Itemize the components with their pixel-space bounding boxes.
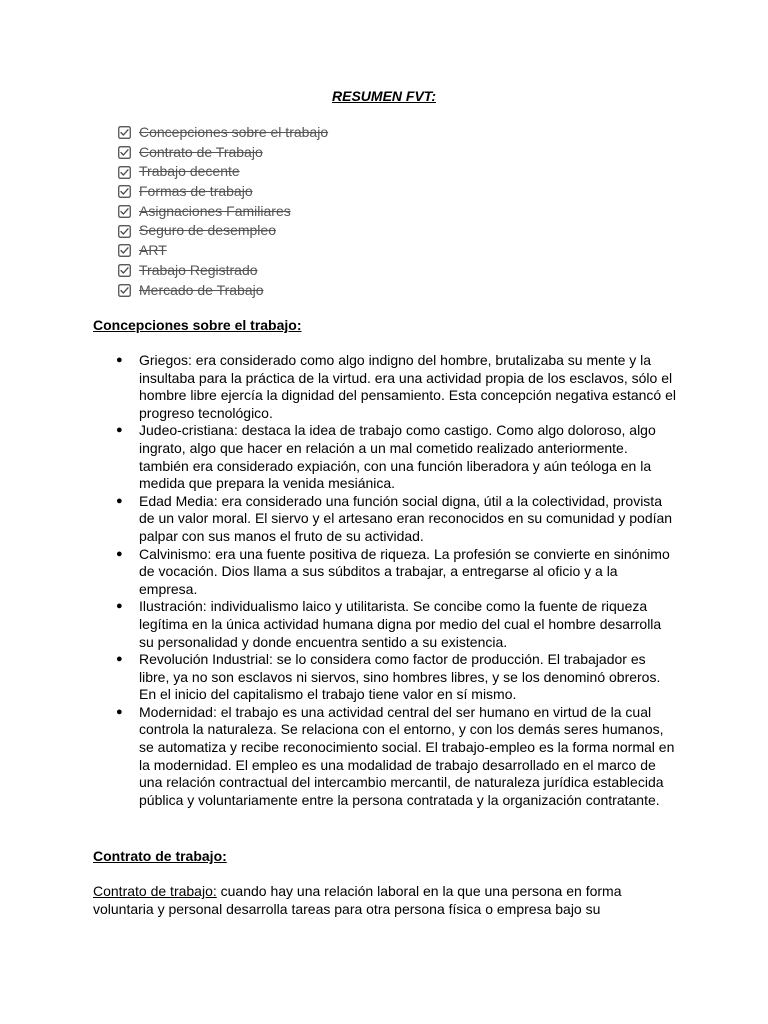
checked-checkbox-icon[interactable] <box>118 225 131 238</box>
checked-checkbox-icon[interactable] <box>118 146 131 159</box>
checklist-item-label: Mercado de Trabajo <box>139 281 264 298</box>
bullet-icon: ● <box>116 424 123 437</box>
section-heading-concepciones: Concepciones sobre el trabajo: <box>93 317 302 333</box>
checked-checkbox-icon[interactable] <box>118 166 131 179</box>
checklist-item-label: Asignaciones Familiares <box>139 202 291 219</box>
bullet-item <box>116 492 679 546</box>
bullet-text: Ilustración: individualismo laico y utilitarista. Se concibe como la fuente de riqueza legítima en la única actividad humana digna por medio del cual el hombre desarrolla su personalidad y donde encuentra sentido a su existencia. <box>139 598 662 650</box>
bullet-item <box>116 545 679 599</box>
bullet-icon: ● <box>116 705 123 718</box>
bullet-item <box>116 598 679 651</box>
checked-checkbox-icon[interactable] <box>118 264 131 277</box>
bullet-icon: ● <box>116 653 123 666</box>
checked-checkbox-icon[interactable] <box>118 126 131 139</box>
bullet-text: Revolución Industrial: se lo considera como factor de producción. El trabajador es libre, ya no son esclavos ni siervos, sino hombres libres, y se los denominó obreros. En el inicio del capitalismo el trabajo tiene valor en sí mismo. <box>139 651 661 703</box>
concepciones-bullet-list <box>116 352 679 809</box>
checklist-item <box>118 182 328 202</box>
bullet-item <box>116 703 679 810</box>
checklist-item-label: ART <box>139 242 167 259</box>
checklist-item <box>118 241 328 261</box>
checklist-item-label: Trabajo Registrado <box>139 261 258 278</box>
bullet-item <box>116 422 679 492</box>
checklist-item-label: Seguro de desempleo <box>139 222 276 239</box>
topic-checklist <box>118 123 328 300</box>
checklist-item <box>118 123 328 143</box>
bullet-icon: ● <box>116 354 123 366</box>
contrato-paragraph <box>93 883 683 918</box>
checklist-item <box>118 143 328 163</box>
checked-checkbox-icon[interactable] <box>118 185 131 198</box>
bullet-text: Judeo-cristiana: destaca la idea de trabajo como castigo. Como algo doloroso, algo ingrato, algo que hacer en relación a un mal cometido realizado anteriormente. también era considerado expiación, con una función liberadora y aún teóloga en la medida que prepara la venida mesiánica. <box>139 422 656 492</box>
checked-checkbox-icon[interactable] <box>118 244 131 257</box>
bullet-text: Calvinismo: era una fuente positiva de riqueza. La profesión se convierte en sinónimo de vocación. Dios llama a sus súbditos a trabajar, a entregarse al oficio y a la empresa. <box>139 545 670 597</box>
section-heading-contrato: Contrato de trabajo: <box>93 848 227 864</box>
bullet-text: Modernidad: el trabajo es una actividad central del ser humano en virtud de la cual controla la naturaleza. Se relaciona con el entorno, y con los demás seres humanos, se automatiza y recibe reconocimiento social. El trabajo-empleo es la forma normal en la modernidad. El empleo es una modalidad de trabajo desarrollado en el marco de una relación contractual del intercambio mercantil, de naturaleza jurídica establecida pública y voluntariamente entre la persona contratada y la organización contratante. <box>139 703 675 808</box>
document-title: RESUMEN FVT: <box>332 88 436 104</box>
checklist-item <box>118 202 328 222</box>
bullet-icon: ● <box>116 600 123 613</box>
checklist-item <box>118 281 328 301</box>
checklist-item-label: Trabajo decente <box>139 163 240 180</box>
checklist-item <box>118 162 328 182</box>
checklist-item <box>118 261 328 281</box>
contrato-definition: cuando hay una relación laboral en la que una persona en forma voluntaria y personal desarrolla tareas para otra persona física o empresa bajo su <box>93 883 622 917</box>
checklist-item-label: Concepciones sobre el trabajo <box>139 124 329 141</box>
bullet-item <box>116 651 679 704</box>
bullet-text: Edad Media: era considerado una función social digna, útil a la colectividad, provista de un valor moral. El siervo y el artesano eran reconocidos en su comunidad y podían palpar con sus manos el fruto de su actividad. <box>139 492 673 544</box>
checklist-item-label: Contrato de Trabajo <box>139 143 263 160</box>
checked-checkbox-icon[interactable] <box>118 205 131 218</box>
bullet-icon: ● <box>116 547 123 560</box>
checked-checkbox-icon[interactable] <box>118 284 131 297</box>
bullet-text: Griegos: era considerado como algo indigno del hombre, brutalizaba su mente y la insultaba para la práctica de la virtud. era una actividad propia de los esclavos, sólo el hombre libre ejercía la dignidad del pensamiento. Esta concepción negativa estancó el progreso tecnológico. <box>139 352 677 421</box>
contrato-term: Contrato de trabajo: <box>93 883 217 899</box>
checklist-item-label: Formas de trabajo <box>139 183 253 200</box>
bullet-icon: ● <box>116 494 123 507</box>
bullet-item <box>116 352 679 422</box>
checklist-item <box>118 221 328 241</box>
